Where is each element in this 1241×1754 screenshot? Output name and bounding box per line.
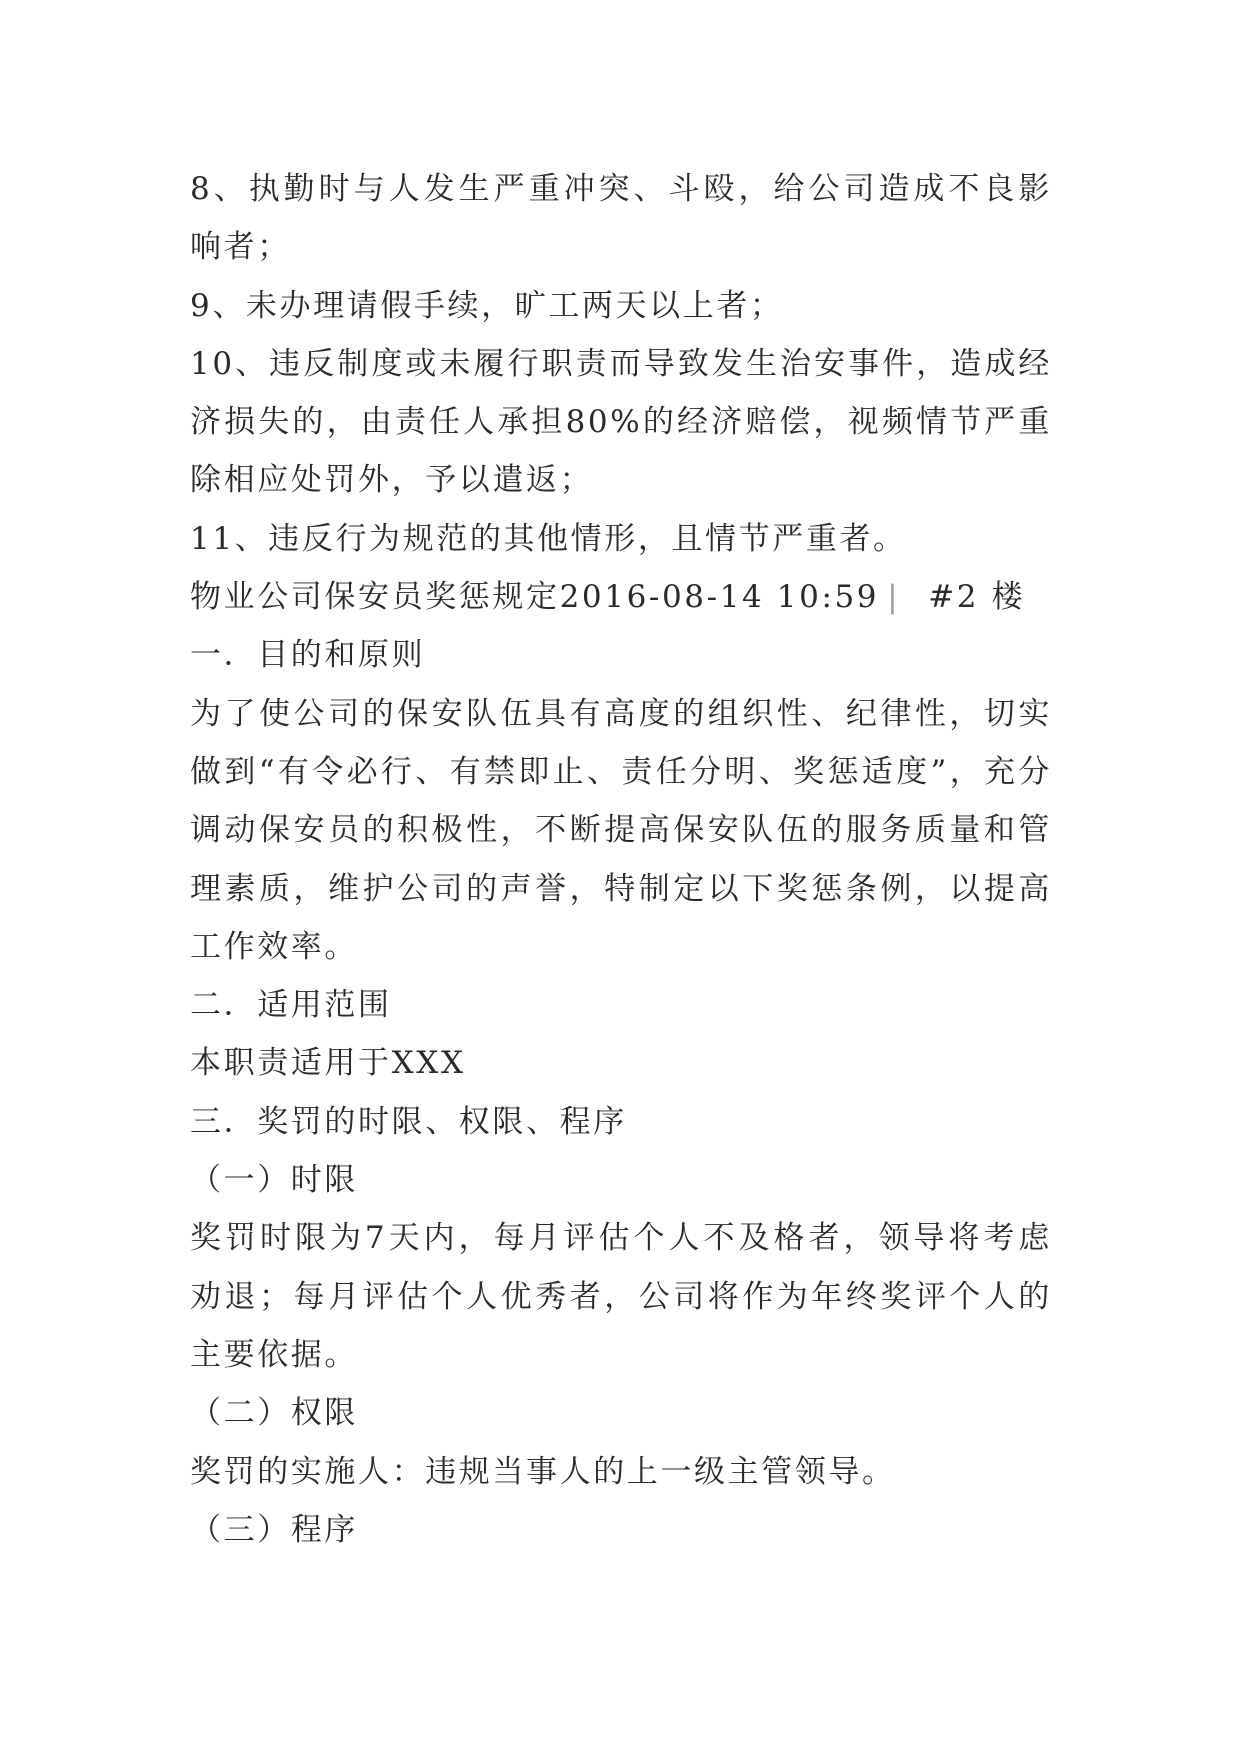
paragraph-authority: 奖罚的实施人：违规当事人的上一级主管领导。 <box>190 1453 896 1490</box>
document-body <box>190 160 1052 1559</box>
paragraph-time-limit: 奖罚时限为7天内，每月评估个人不及格者，领导将考虑劝退；每月评估个人优秀者，公司将作为年终奖评个人的主要依据。 <box>190 1220 1052 1373</box>
post-header <box>190 568 1052 626</box>
subheading-procedure: （三）程序 <box>190 1511 358 1548</box>
section-heading-purpose: 一．目的和原则 <box>190 637 426 674</box>
paragraph-purpose: 为了使公司的保安队伍具有高度的组织性、纪律性，切实做到“有令必行、有禁即止、责任分明、奖惩适度”，充分调动保安员的积极性，不断提高保安队伍的服务质量和管理素质，维护公司的声誉，特制定以下奖惩条例，以提高工作效率。 <box>190 695 1052 965</box>
paragraph-rule-9: 9、未办理请假手续，旷工两天以上者； <box>190 287 784 324</box>
paragraph-rule-8: 8、执勤时与人发生严重冲突、斗殴，给公司造成不良影响者； <box>190 171 1052 266</box>
post-separator: | <box>887 579 901 616</box>
subheading-time-limit: （一）时限 <box>190 1162 358 1199</box>
subheading-authority: （二）权限 <box>190 1395 358 1432</box>
paragraph-rule-11: 11、违反行为规范的其他情形，且情节严重者。 <box>190 520 907 557</box>
post-floor-number: #2 楼 <box>928 579 1026 616</box>
section-heading-procedure: 三．奖罚的时限、权限、程序 <box>190 1103 627 1140</box>
section-heading-scope: 二．适用范围 <box>190 987 392 1024</box>
paragraph-scope: 本职责适用于XXX <box>190 1045 466 1082</box>
paragraph-rule-10: 10、违反制度或未履行职责而导致发生治安事件，造成经济损失的，由责任人承担80%的经济赔偿，视频情节严重除相应处罚外，予以遣返； <box>190 345 1052 499</box>
post-timestamp: 2016-08-14 10:59 <box>559 579 880 616</box>
post-title: 物业公司保安员奖惩规定 <box>190 579 560 616</box>
